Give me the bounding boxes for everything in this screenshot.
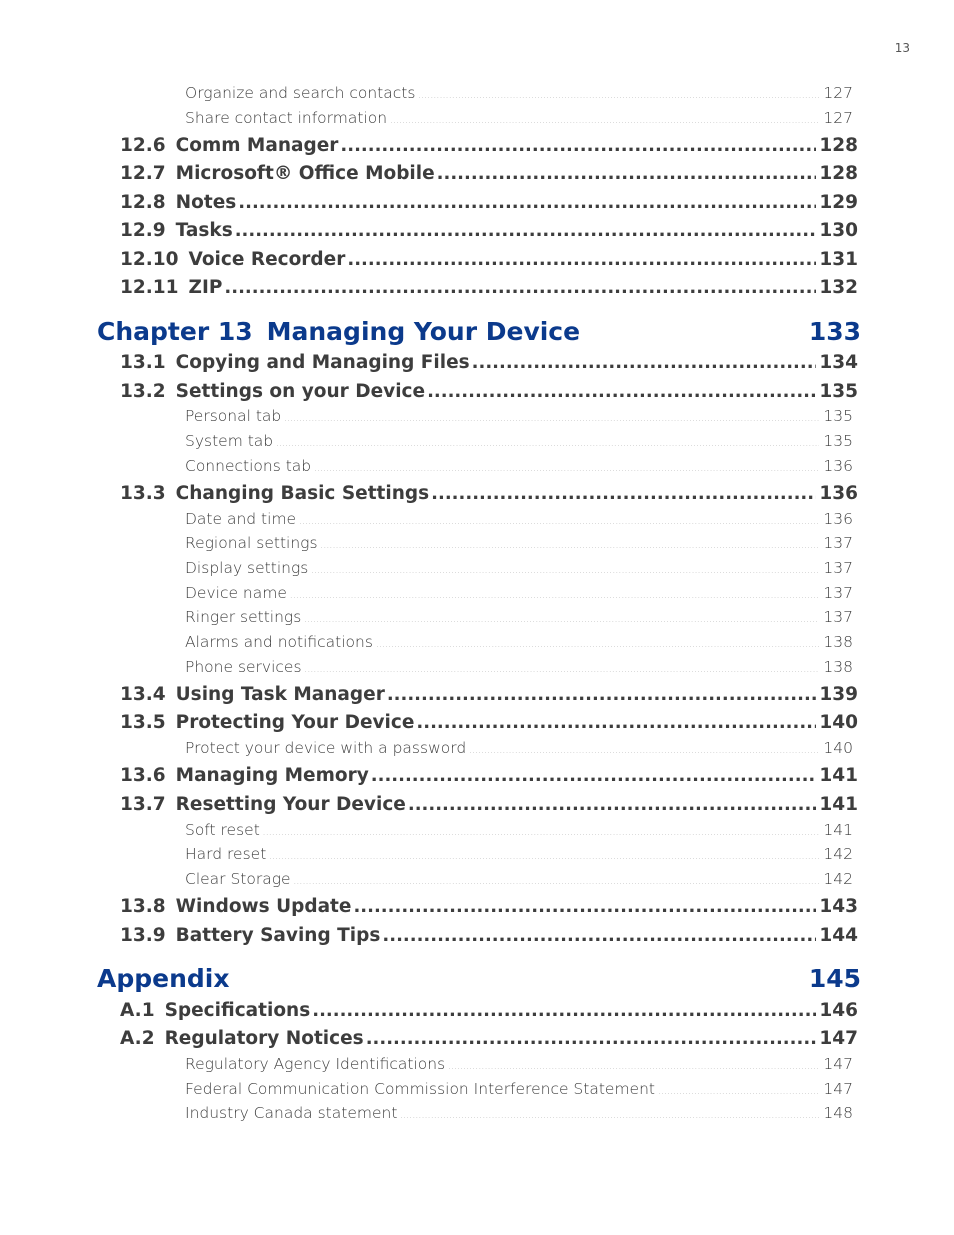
dot-leader <box>400 1111 819 1120</box>
toc-subsection-entry[interactable] <box>185 559 853 581</box>
toc-section-entry[interactable] <box>120 192 858 218</box>
entry-title-group <box>185 432 273 450</box>
entry-title-group <box>120 1000 310 1021</box>
entry-page-number: 127 <box>823 84 853 102</box>
entry-title-group <box>185 407 281 425</box>
dot-leader <box>299 517 819 526</box>
toc-subsection-entry[interactable] <box>185 821 853 843</box>
entry-page-number: 132 <box>819 277 858 298</box>
page-number: 13 <box>894 41 910 55</box>
entry-title-group <box>185 658 302 676</box>
entry-title: Protecting Your Device <box>175 712 415 733</box>
section-number: 13.8 <box>120 896 166 917</box>
entry-title-group <box>185 870 291 888</box>
dot-leader <box>658 1087 819 1096</box>
entry-page-number: 148 <box>823 1104 853 1122</box>
entry-page-number: 138 <box>823 658 853 676</box>
dot-leader <box>416 712 816 733</box>
entry-page-number: 137 <box>823 559 853 577</box>
entry-title-group <box>185 739 466 757</box>
entry-title-group <box>120 277 222 298</box>
entry-title: Federal Communication Commission Interference Statement <box>185 1080 655 1098</box>
entry-title: ZIP <box>188 277 223 298</box>
entry-title: Tasks <box>175 220 233 241</box>
dot-leader <box>353 896 816 917</box>
entry-title: Regulatory Notices <box>164 1028 364 1049</box>
entry-title-group <box>185 845 266 863</box>
entry-title: Notes <box>175 192 237 213</box>
chapter-title: Appendix <box>97 964 230 993</box>
entry-title-group <box>185 84 415 102</box>
entry-title: Windows Update <box>175 896 352 917</box>
dot-leader <box>431 483 816 504</box>
entry-title-group <box>120 483 429 504</box>
dot-leader <box>290 591 820 600</box>
toc-subsection-entry[interactable] <box>185 510 853 532</box>
entry-page-number: 130 <box>819 220 858 241</box>
section-number: 12.7 <box>120 163 166 184</box>
chapter-title: Managing Your Device <box>266 317 581 346</box>
entry-page-number: 147 <box>823 1055 853 1073</box>
dot-leader <box>472 352 817 373</box>
entry-title: Device name <box>185 584 287 602</box>
dot-leader <box>347 249 816 270</box>
entry-page-number: 139 <box>819 684 858 705</box>
entry-title-group <box>185 1080 655 1098</box>
entry-page-number: 147 <box>823 1080 853 1098</box>
dot-leader <box>390 116 819 125</box>
entry-title: Date and time <box>185 510 297 528</box>
entry-page-number: 141 <box>819 765 858 786</box>
entry-title: Microsoft® Office Mobile <box>175 163 435 184</box>
entry-title: Voice Recorder <box>188 249 346 270</box>
dot-leader <box>408 794 817 815</box>
entry-title: Share contact information <box>185 109 388 127</box>
entry-page-number: 129 <box>819 192 858 213</box>
entry-page-number: 141 <box>823 821 853 839</box>
toc-subsection-entry[interactable] <box>185 407 853 429</box>
section-number: 13.3 <box>120 483 166 504</box>
entry-title-group <box>185 1104 397 1122</box>
entry-page-number: 142 <box>823 870 853 888</box>
dot-leader <box>469 746 819 755</box>
section-number: A.1 <box>120 1000 155 1021</box>
entry-title: Using Task Manager <box>175 684 385 705</box>
entry-page-number: 136 <box>823 457 853 475</box>
dot-leader <box>238 192 816 213</box>
toc-section-entry[interactable] <box>120 712 858 738</box>
section-number: 13.4 <box>120 684 166 705</box>
entry-title-group <box>120 220 233 241</box>
entry-title: Copying and Managing Files <box>175 352 470 373</box>
entry-title-group <box>185 510 296 528</box>
toc-section-entry[interactable] <box>120 925 858 951</box>
entry-title-group <box>120 1028 364 1049</box>
entry-title: Resetting Your Device <box>175 794 406 815</box>
toc-section-entry[interactable] <box>120 381 858 407</box>
entry-page-number: 135 <box>823 432 853 450</box>
entry-title-group <box>185 608 301 626</box>
dot-leader <box>321 541 820 550</box>
dot-leader <box>437 163 817 184</box>
entry-page-number: 137 <box>823 608 853 626</box>
entry-title: Alarms and notifications <box>185 633 373 651</box>
toc-section-entry[interactable] <box>120 277 858 303</box>
toc-section-entry[interactable] <box>120 352 858 378</box>
dot-leader <box>427 381 816 402</box>
dot-leader <box>276 439 819 448</box>
toc-subsection-entry[interactable] <box>185 1080 853 1102</box>
toc-subsection-entry[interactable] <box>185 633 853 655</box>
entry-title: Battery Saving Tips <box>175 925 381 946</box>
entry-title: Regulatory Agency Identifications <box>185 1055 446 1073</box>
section-number: 13.7 <box>120 794 166 815</box>
entry-page-number: 136 <box>819 483 858 504</box>
toc-subsection-entry[interactable] <box>185 584 853 606</box>
entry-title: Protect your device with a password <box>185 739 467 757</box>
dot-leader <box>269 852 819 861</box>
section-number: A.2 <box>120 1028 155 1049</box>
toc-subsection-entry[interactable] <box>185 534 853 556</box>
entry-page-number: 135 <box>819 381 858 402</box>
entry-title-group <box>185 821 260 839</box>
dot-leader <box>263 828 820 837</box>
entry-title: Industry Canada statement <box>185 1104 398 1122</box>
toc-section-entry[interactable] <box>120 1028 858 1054</box>
dot-leader <box>314 464 819 473</box>
entry-page-number: 131 <box>819 249 858 270</box>
toc-subsection-entry[interactable] <box>185 1104 853 1126</box>
entry-page-number: 140 <box>819 712 858 733</box>
dot-leader <box>340 135 816 156</box>
entry-title: Hard reset <box>185 845 267 863</box>
toc-subsection-entry[interactable] <box>185 608 853 630</box>
toc-chapter-heading[interactable] <box>97 964 861 998</box>
section-number: 13.1 <box>120 352 166 373</box>
entry-page-number: 144 <box>819 925 858 946</box>
toc-section-entry[interactable] <box>120 794 858 820</box>
entry-page-number: 136 <box>823 510 853 528</box>
entry-page-number: 137 <box>823 584 853 602</box>
entry-title-group <box>185 109 387 127</box>
entry-page-number: 134 <box>819 352 858 373</box>
section-number: 12.6 <box>120 135 166 156</box>
entry-title: Managing Memory <box>175 765 369 786</box>
entry-title: Organize and search contacts <box>185 84 416 102</box>
toc-subsection-entry[interactable] <box>185 658 853 680</box>
toc-subsection-entry[interactable] <box>185 845 853 867</box>
section-number: 12.10 <box>120 249 179 270</box>
entry-title-group <box>120 765 369 786</box>
entry-title-group <box>120 249 345 270</box>
entry-title-group <box>120 925 380 946</box>
dot-leader <box>312 1000 816 1021</box>
dot-leader <box>311 566 819 575</box>
toc-subsection-entry[interactable] <box>185 870 853 892</box>
entry-page-number: 140 <box>823 739 853 757</box>
section-number: 12.11 <box>120 277 179 298</box>
entry-title: Regional settings <box>185 534 318 552</box>
entry-page-number: 142 <box>823 845 853 863</box>
dot-leader <box>382 925 816 946</box>
entry-title-group <box>120 684 385 705</box>
toc-section-entry[interactable] <box>120 163 858 189</box>
entry-title-group <box>120 192 236 213</box>
dot-leader <box>418 91 819 100</box>
entry-title-group <box>185 633 373 651</box>
dot-leader <box>371 765 817 786</box>
entry-page-number: 137 <box>823 534 853 552</box>
dot-leader <box>294 877 820 886</box>
entry-page-number: 138 <box>823 633 853 651</box>
toc-section-entry[interactable] <box>120 220 858 246</box>
entry-title: Changing Basic Settings <box>175 483 430 504</box>
entry-title-group <box>120 794 406 815</box>
entry-page-number: 135 <box>823 407 853 425</box>
section-number: 13.2 <box>120 381 166 402</box>
dot-leader <box>224 277 816 298</box>
entry-page-number: 127 <box>823 109 853 127</box>
dot-leader <box>284 414 819 423</box>
entry-page-number: 146 <box>819 1000 858 1021</box>
entry-title-group <box>120 352 470 373</box>
entry-page-number: 147 <box>819 1028 858 1049</box>
section-number: 13.5 <box>120 712 166 733</box>
toc-section-entry[interactable] <box>120 249 858 275</box>
entry-title-group <box>120 135 338 156</box>
entry-title: Specifications <box>164 1000 311 1021</box>
entry-title-group <box>120 712 414 733</box>
toc-section-entry[interactable] <box>120 896 858 922</box>
dot-leader <box>376 640 819 649</box>
toc-subsection-entry[interactable] <box>185 457 853 479</box>
toc-chapter-heading[interactable] <box>97 317 861 351</box>
entry-title: Settings on your Device <box>175 381 426 402</box>
section-number: 13.9 <box>120 925 166 946</box>
entry-title-group <box>120 381 425 402</box>
dot-leader <box>305 665 820 674</box>
entry-title: Display settings <box>185 559 309 577</box>
chapter-title-group <box>97 317 580 346</box>
dot-leader <box>387 684 817 705</box>
entry-title-group <box>185 457 311 475</box>
entry-title-group <box>185 559 308 577</box>
chapter-number: Chapter 13 <box>97 317 253 346</box>
entry-title-group <box>185 534 318 552</box>
entry-page-number: 128 <box>819 135 858 156</box>
entry-title-group <box>185 1055 445 1073</box>
entry-page-number: 143 <box>819 896 858 917</box>
dot-leader <box>448 1062 819 1071</box>
section-number: 13.6 <box>120 765 166 786</box>
entry-title: Soft reset <box>185 821 260 839</box>
chapter-page-number: 133 <box>808 317 861 346</box>
section-number: 12.9 <box>120 220 166 241</box>
chapter-page-number: 145 <box>808 964 861 993</box>
toc-subsection-entry[interactable] <box>185 84 853 106</box>
dot-leader <box>235 220 817 241</box>
toc-subsection-entry[interactable] <box>185 432 853 454</box>
section-number: 12.8 <box>120 192 166 213</box>
toc-subsection-entry[interactable] <box>185 739 853 761</box>
entry-title: Connections tab <box>185 457 312 475</box>
toc-subsection-entry[interactable] <box>185 1055 853 1077</box>
entry-title-group <box>120 896 351 917</box>
toc-section-entry[interactable] <box>120 483 858 509</box>
entry-title: System tab <box>185 432 274 450</box>
entry-title: Ringer settings <box>185 608 302 626</box>
entry-title: Clear Storage <box>185 870 291 888</box>
entry-title: Phone services <box>185 658 302 676</box>
dot-leader <box>304 615 819 624</box>
toc-subsection-entry[interactable] <box>185 109 853 131</box>
entry-page-number: 141 <box>819 794 858 815</box>
toc-section-entry[interactable] <box>120 684 858 710</box>
entry-title: Personal tab <box>185 407 282 425</box>
entry-title: Comm Manager <box>175 135 339 156</box>
chapter-title-group <box>97 964 229 993</box>
entry-title-group <box>120 163 435 184</box>
entry-title-group <box>185 584 287 602</box>
toc-section-entry[interactable] <box>120 1000 858 1026</box>
toc-section-entry[interactable] <box>120 765 858 791</box>
dot-leader <box>366 1028 817 1049</box>
entry-page-number: 128 <box>819 163 858 184</box>
toc-section-entry[interactable] <box>120 135 858 161</box>
